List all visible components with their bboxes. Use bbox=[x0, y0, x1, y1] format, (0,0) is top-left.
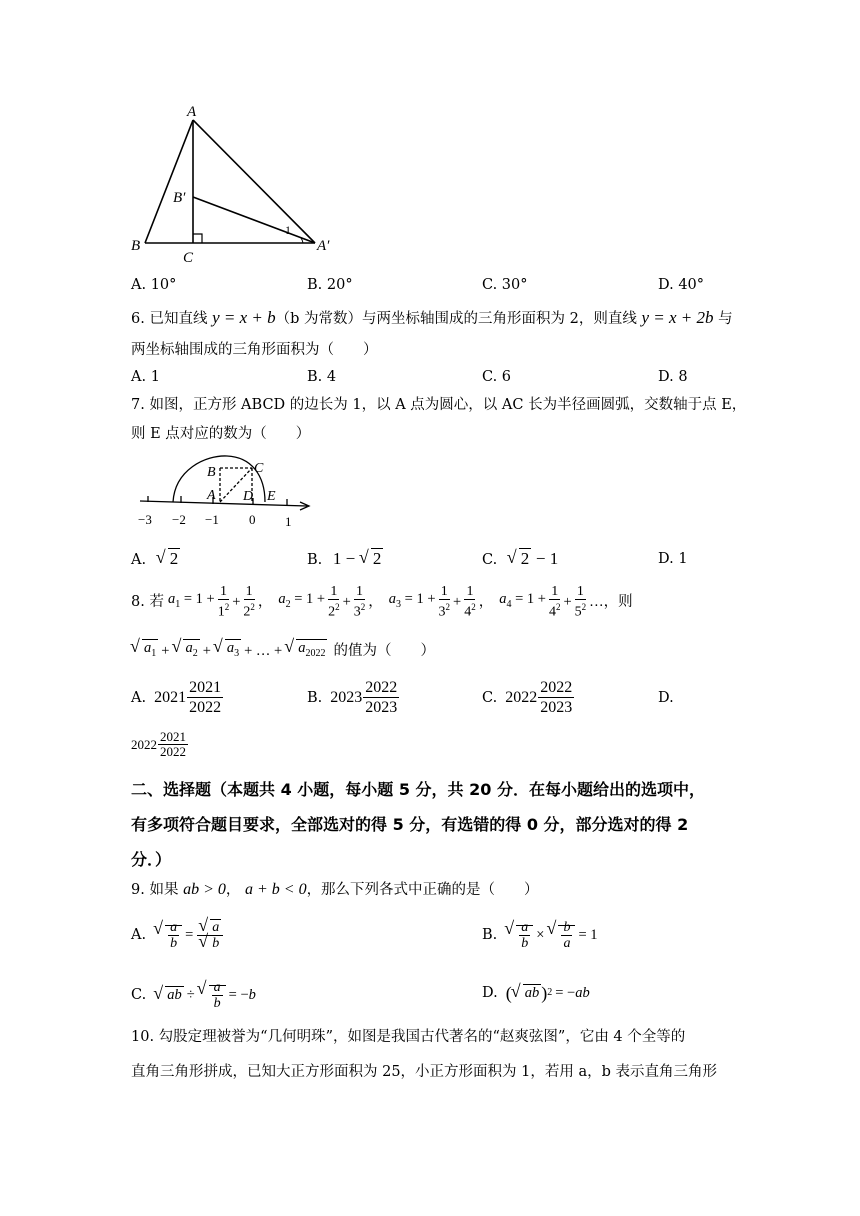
q6-option-c[interactable]: C. 6 bbox=[482, 369, 512, 385]
q6-line2: 两坐标轴围成的三角形面积为（ ） bbox=[131, 342, 378, 358]
q7-option-c-label: C. bbox=[482, 552, 498, 568]
q8-option-c-label: C. bbox=[482, 689, 498, 706]
q8-option-a-whole: 2021 bbox=[154, 688, 187, 706]
label-a-prime: A′ bbox=[317, 238, 330, 254]
q8-option-a-num: 2021 bbox=[189, 679, 222, 696]
q5-option-d[interactable]: D. 40° bbox=[658, 277, 705, 293]
q8-option-b[interactable] bbox=[307, 678, 400, 717]
q8-option-a-label: A. bbox=[131, 689, 147, 706]
q5-option-b[interactable]: B. 20° bbox=[307, 277, 353, 293]
q9-stem: 9. 如果 ab > 0， a + b < 0，那么下列各式中正确的是（ ） bbox=[131, 881, 539, 898]
q7-option-b-label: B. bbox=[307, 552, 323, 568]
q9-option-d[interactable]: D. ( √ ab ) 2 = −ab bbox=[482, 983, 590, 1003]
section2-line2: 有多项符合题目要求，全部选对的得 5 分，有选错的得 0 分，部分选对的得 2 bbox=[131, 815, 689, 834]
label-b-prime: B′ bbox=[173, 190, 186, 206]
q6-option-a[interactable]: A. 1 bbox=[131, 369, 160, 385]
q8-option-d-num: 2021 bbox=[160, 729, 186, 744]
q8-option-d-den: 2022 bbox=[160, 744, 186, 759]
q7-option-b-prefix: 1 − bbox=[332, 549, 356, 568]
q8-line1: 8. 若 $a_1 = 1$ + $\frac{1}{1^2}$ + $\frac{1}{2^2}$ ， $a_2 = 1$ + $\frac{1}{2^2}$ + $\frac{1}{3^2}$ ， $a_3 = 1$ + $\frac{1}{3^2}$ + $\frac{1}{4^2}$ ， $a_4 = 1$ + $\frac{1}{4^2}$ + $\frac{1}{5^2}$ … ，则 bbox=[131, 584, 633, 620]
q7-line2: 则 E 点对应的数为（ ） bbox=[131, 426, 311, 442]
q7-option-c[interactable] bbox=[482, 549, 558, 570]
q6-prefix: 6. 已知直线 bbox=[131, 311, 208, 327]
q8-line2: √ $a_1$ + √ $a_2$ + √ $a_3$ + … + √ $a_{2022}$ 的值为（ ） bbox=[131, 638, 435, 664]
q8-prefix: 8. 若 bbox=[131, 594, 164, 610]
q8-option-c-num: 2022 bbox=[540, 679, 573, 696]
q8-option-c[interactable] bbox=[482, 678, 575, 717]
q10-line1: 10. 勾股定理被誉为“几何明珠”，如图是我国古代著名的“赵爽弦图”，它由 4 个全等的 bbox=[131, 1029, 686, 1045]
q7-option-a-value: 2 bbox=[169, 549, 179, 568]
nl-tick-0: 0 bbox=[249, 512, 256, 527]
q8-option-c-whole: 2022 bbox=[505, 688, 538, 706]
q7-option-c-radicand: 2 bbox=[520, 549, 530, 568]
q7-option-b[interactable] bbox=[307, 549, 383, 570]
triangle-figure bbox=[125, 100, 345, 268]
q8-option-b-label: B. bbox=[307, 689, 323, 706]
nl-point-a: A bbox=[207, 488, 216, 503]
q8-sum-ellipsis: + … + bbox=[244, 642, 283, 659]
q9-suffix: ，那么下列各式中正确的是（ ） bbox=[306, 882, 539, 898]
q8-option-d-whole: 2022 bbox=[131, 736, 157, 752]
q7-option-d[interactable]: D. 1 bbox=[658, 551, 688, 567]
nl-tick-1: 1 bbox=[285, 514, 292, 529]
q7-line1: 7. 如图，正方形 ABCD 的边长为 1，以 A 点为圆心，以 AC 长为半径画圆弧，交数轴于点 E， bbox=[131, 397, 747, 413]
q6-middle: （b 为常数）与两坐标轴围成的三角形面积为 2，则直线 bbox=[275, 311, 637, 327]
label-b: B bbox=[131, 238, 141, 254]
q7-option-a-label: A. bbox=[131, 552, 147, 568]
q8-option-c-den: 2023 bbox=[540, 699, 573, 716]
q10-line2: 直角三角形拼成，已知大正方形面积为 25，小正方形面积为 1，若用 a，b 表示直角三角形 bbox=[131, 1064, 718, 1080]
nl-tick-neg1: −1 bbox=[205, 512, 219, 527]
nl-tick-neg3: −3 bbox=[138, 512, 152, 527]
nl-point-e: E bbox=[267, 489, 276, 504]
q9-option-c-label: C. bbox=[131, 987, 147, 1003]
label-angle-1: 1 bbox=[285, 223, 291, 237]
q7-option-c-suffix: − 1 bbox=[535, 549, 559, 568]
q8-tail: 的值为（ ） bbox=[333, 642, 435, 659]
nl-point-b: B bbox=[207, 465, 216, 480]
q9-option-b[interactable]: B. √ $\frac{a}{b}$ × √ $\frac{b}{a}$ = 1 bbox=[482, 912, 598, 958]
q8-option-d-label[interactable]: D. bbox=[658, 690, 674, 706]
q9-option-b-label: B. bbox=[482, 927, 498, 943]
q5-option-c[interactable]: C. 30° bbox=[482, 277, 528, 293]
q8-option-b-den: 2023 bbox=[365, 699, 398, 716]
q8-suffix: ，则 bbox=[603, 594, 633, 610]
q6-equation-2: y = x + 2b bbox=[641, 308, 714, 327]
q8-option-a[interactable] bbox=[131, 678, 224, 717]
nl-tick-neg2: −2 bbox=[172, 512, 186, 527]
section2-line1: 二、选择题（本题共 4 小题，每小题 5 分，共 20 分．在每小题给出的选项中， bbox=[131, 780, 705, 799]
q6-suffix: 与 bbox=[718, 311, 733, 327]
q7-option-b-radicand: 2 bbox=[372, 549, 382, 568]
q5-option-a[interactable]: A. 10° bbox=[131, 277, 177, 293]
nl-point-c: C bbox=[254, 461, 264, 476]
number-line-figure bbox=[135, 450, 320, 535]
q6-option-d[interactable]: D. 8 bbox=[658, 369, 688, 385]
q9-condition-2: a + b < 0 bbox=[244, 881, 307, 898]
q8-option-b-whole: 2023 bbox=[330, 688, 363, 706]
q8-option-a-den: 2022 bbox=[189, 699, 222, 716]
q6-line1 bbox=[131, 308, 733, 329]
q6-option-b[interactable]: B. 4 bbox=[307, 369, 337, 385]
q8-option-d[interactable] bbox=[131, 730, 189, 759]
label-c: C bbox=[183, 250, 194, 266]
nl-point-d: D bbox=[243, 489, 254, 504]
q8-option-b-num: 2022 bbox=[365, 679, 398, 696]
q9-option-a-label: A. bbox=[131, 927, 147, 943]
section2-line3: 分．） bbox=[131, 850, 172, 869]
q9-condition-1: ab > 0 bbox=[183, 881, 226, 898]
label-a: A bbox=[187, 104, 197, 120]
q9-option-c[interactable]: C. √ ab ÷ √ $\frac{a}{b}$ = −b bbox=[131, 972, 256, 1018]
q6-equation-1: y = x + b bbox=[212, 308, 276, 327]
q7-option-a[interactable] bbox=[131, 549, 180, 570]
q9-prefix: 9. 如果 bbox=[131, 882, 179, 898]
q9-option-a[interactable]: A. √ $\frac{a}{b}$ = √ a √ b bbox=[131, 912, 224, 958]
q9-option-d-label: D. bbox=[482, 985, 498, 1001]
